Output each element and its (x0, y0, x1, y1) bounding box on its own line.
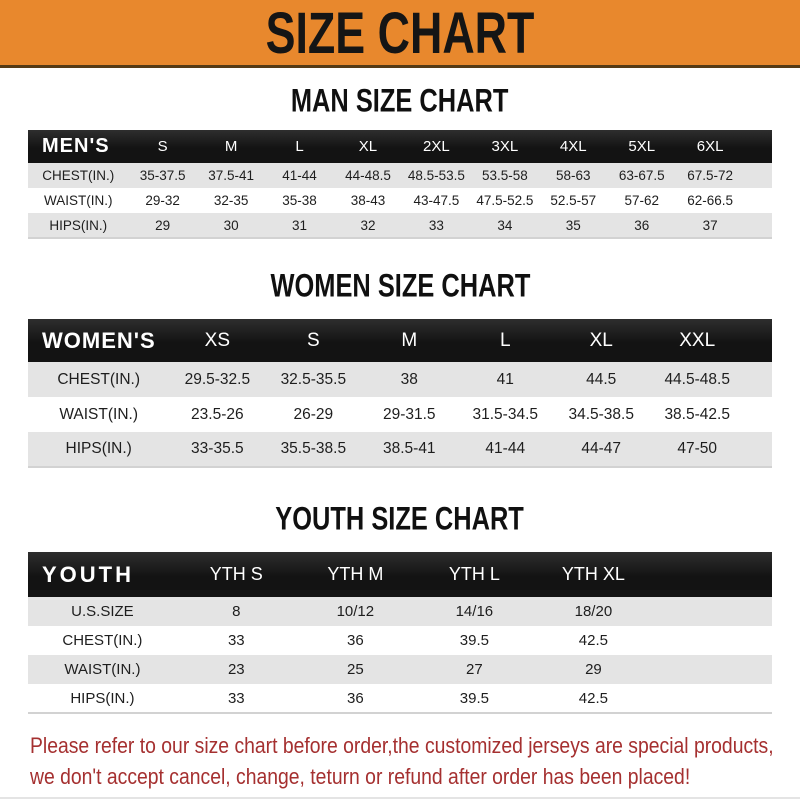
size-value: 63-67.5 (618, 168, 665, 183)
table-row (28, 655, 772, 684)
section-title-text: MAN SIZE CHART (291, 81, 509, 120)
size-value: 35 (565, 217, 581, 233)
size-value: 41-44 (282, 168, 317, 183)
size-value: 47-50 (677, 440, 718, 457)
size-value: 37.5-41 (208, 168, 254, 183)
table-row (28, 362, 772, 397)
size-column-header: 4XL (539, 130, 607, 163)
size-value: 8 (232, 603, 241, 620)
size-value: 23.5-26 (191, 405, 244, 423)
size-value: 41-44 (485, 440, 526, 457)
size-value: 53.5-58 (481, 168, 528, 183)
section-women-size-chart (28, 266, 772, 468)
size-value: 34 (497, 217, 513, 233)
size-value: 33 (428, 217, 444, 233)
size-chart-sections (28, 81, 772, 714)
size-value: 26-29 (293, 405, 334, 423)
size-value: 44-48.5 (345, 168, 391, 183)
size-value: 31 (292, 217, 308, 233)
table-header-row (28, 319, 772, 362)
size-column-header: XL (553, 319, 649, 362)
disclaimer-line-2: we don't accept cancel, change, teturn or refund after order has been placed! (30, 764, 691, 789)
table-row (28, 397, 772, 432)
size-value: 10/12 (336, 603, 375, 620)
size-column-header: YTH S (177, 552, 296, 597)
table-body (28, 163, 772, 238)
size-column-header: XL (334, 130, 402, 163)
row-spacer-cell (744, 213, 772, 238)
size-value: 33-35.5 (191, 440, 244, 457)
size-value: 48.5-53.5 (407, 168, 465, 183)
size-value: 34.5-38.5 (568, 405, 634, 423)
size-column-header: YTH L (415, 552, 534, 597)
size-value: 47.5-52.5 (476, 193, 534, 208)
header-spacer-cell (744, 130, 772, 163)
women-size-chart-table (28, 319, 772, 468)
row-spacer-cell (653, 626, 772, 655)
size-value: 23 (227, 661, 245, 678)
row-label: HIPS(IN.) (65, 440, 132, 457)
size-value: 33 (227, 689, 245, 707)
size-value: 37 (702, 217, 718, 233)
table-body (28, 362, 772, 467)
row-spacer-cell (745, 432, 772, 467)
size-value: 30 (223, 217, 239, 233)
row-label: HIPS(IN.) (49, 217, 108, 233)
size-value: 39.5 (459, 689, 489, 707)
size-value: 39.5 (459, 632, 489, 649)
table-header (28, 319, 772, 362)
size-value: 25 (347, 661, 364, 678)
youth-size-chart-table (28, 552, 772, 714)
size-value: 58-63 (556, 168, 591, 183)
size-value: 42.5 (578, 632, 608, 649)
size-value: 33 (227, 632, 245, 649)
size-value: 57-62 (624, 193, 659, 208)
size-value: 27 (466, 661, 483, 678)
section-title (28, 499, 772, 538)
table-corner-label: WOMEN'S (28, 319, 169, 362)
size-value: 44.5-48.5 (664, 370, 730, 388)
size-column-header: 6XL (676, 130, 744, 163)
row-label: CHEST(IN.) (62, 632, 143, 649)
size-column-header: 5XL (608, 130, 676, 163)
row-spacer-cell (744, 163, 772, 188)
size-value: 18/20 (574, 603, 613, 620)
header-spacer-cell (745, 319, 772, 362)
section-title-text: WOMEN SIZE CHART (270, 266, 530, 305)
banner (0, 0, 800, 68)
size-value: 29-31.5 (382, 405, 436, 423)
table-row (28, 684, 772, 713)
size-value: 36 (347, 632, 364, 649)
size-value: 35.5-38.5 (280, 440, 347, 457)
size-column-header: M (197, 130, 265, 163)
size-value: 42.5 (578, 689, 608, 707)
row-spacer-cell (653, 684, 772, 713)
size-value: 32-35 (213, 193, 249, 208)
size-column-header: M (361, 319, 457, 362)
size-value: 36 (347, 689, 364, 707)
size-value: 52.5-57 (550, 193, 597, 208)
table-header-row (28, 130, 772, 163)
row-spacer-cell (653, 597, 772, 626)
table-corner-label: MEN'S (28, 130, 128, 163)
size-value: 29.5-32.5 (184, 370, 251, 388)
size-value: 43-47.5 (413, 193, 460, 208)
size-value: 35-38 (282, 193, 317, 208)
row-label: WAIST(IN.) (59, 405, 138, 423)
size-value: 44-47 (581, 440, 622, 457)
size-value: 38-43 (350, 193, 386, 208)
disclaimer (30, 730, 800, 792)
row-spacer-cell (744, 188, 772, 213)
size-column-header: L (457, 319, 553, 362)
man-size-chart-table (28, 130, 772, 239)
size-value: 67.5-72 (687, 168, 734, 183)
size-value: 29 (155, 217, 171, 233)
row-label: WAIST(IN.) (43, 193, 113, 208)
table-body (28, 597, 772, 713)
table-row (28, 597, 772, 626)
row-spacer-cell (745, 362, 772, 397)
size-column-header: 3XL (471, 130, 539, 163)
size-value: 29 (585, 661, 602, 678)
table-row (28, 432, 772, 467)
size-value: 36 (634, 217, 650, 233)
table-header (28, 130, 772, 163)
row-label: WAIST(IN.) (64, 661, 141, 678)
size-column-header: S (128, 130, 196, 163)
table-header-row (28, 552, 772, 597)
table-row (28, 626, 772, 655)
size-value: 31.5-34.5 (472, 405, 538, 423)
size-column-header: L (265, 130, 333, 163)
row-label: U.S.SIZE (71, 603, 134, 620)
section-title (28, 266, 772, 305)
table-row (28, 213, 772, 238)
section-title (28, 81, 772, 120)
size-value: 32 (360, 217, 376, 233)
row-label: HIPS(IN.) (70, 689, 135, 707)
size-column-header: YTH XL (534, 552, 653, 597)
size-value: 35-37.5 (139, 168, 186, 183)
size-value: 14/16 (455, 603, 494, 620)
table-row (28, 188, 772, 213)
size-column-header: XS (169, 319, 265, 362)
size-value: 62-66.5 (687, 193, 734, 208)
table-corner-label: YOUTH (28, 552, 177, 597)
row-label: CHEST(IN.) (42, 168, 115, 183)
size-value: 44.5 (586, 370, 617, 388)
size-column-header: 2XL (402, 130, 470, 163)
size-column-header: S (265, 319, 361, 362)
table-row (28, 163, 772, 188)
disclaimer-line-1: Please refer to our size chart before order,the customized jerseys are special products, (30, 733, 774, 758)
section-title-text: YOUTH SIZE CHART (275, 499, 525, 538)
size-value: 38.5-41 (382, 440, 436, 457)
size-value: 38 (400, 370, 418, 388)
header-spacer-cell (653, 552, 772, 597)
size-value: 41 (496, 370, 514, 388)
bottom-edge-divider (0, 797, 800, 799)
size-column-header: XXL (649, 319, 745, 362)
size-value: 38.5-42.5 (664, 405, 730, 423)
row-spacer-cell (745, 397, 772, 432)
size-column-header: YTH M (296, 552, 415, 597)
page-title: SIZE CHART (265, 0, 535, 65)
row-spacer-cell (653, 655, 772, 684)
size-value: 32.5-35.5 (280, 370, 347, 388)
size-value: 29-32 (145, 193, 180, 208)
table-header (28, 552, 772, 597)
section-man-size-chart (28, 81, 772, 239)
section-youth-size-chart (28, 499, 772, 714)
row-label: CHEST(IN.) (57, 370, 141, 388)
